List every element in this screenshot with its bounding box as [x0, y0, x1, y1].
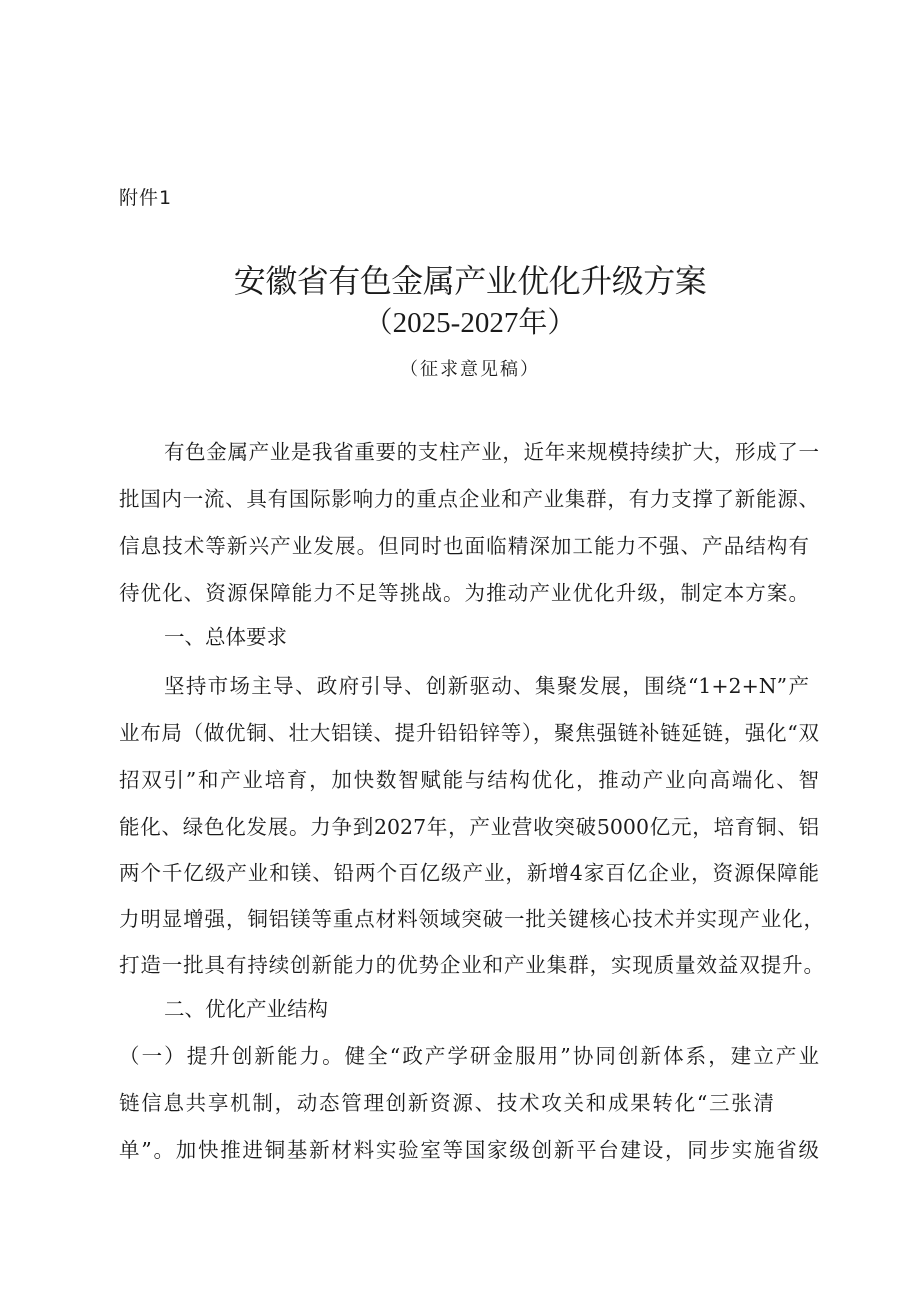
- paragraph-line: 打造一批具有持续创新能力的优势企业和产业集群，实现质量效益双提升。: [119, 953, 824, 977]
- section-heading: 一、总体要求: [164, 625, 287, 649]
- paragraph-line: 批国内一流、具有国际影响力的重点企业和产业集群，有力支撑了新能源、: [119, 487, 819, 511]
- document-title: 安徽省有色金属产业优化升级方案: [233, 262, 707, 300]
- paragraph-line: 能化、绿色化发展。力争到2027年，产业营收突破5000亿元，培育铜、铝: [119, 815, 819, 839]
- paragraph-line: 待优化、资源保障能力不足等挑战。为推动产业优化升级，制定本方案。: [119, 581, 809, 605]
- paragraph-line: 招双引”和产业培育，加快数智赋能与结构优化，推动产业向高端化、智: [119, 768, 819, 792]
- paragraph-line: 有色金属产业是我省重要的支柱产业，近年来规模持续扩大，形成了一: [164, 440, 819, 464]
- paragraph-line: 业布局（做优铜、壮大铝镁、提升铅铅锌等），聚焦强链补链延链，强化“双: [119, 721, 819, 745]
- section-heading: 二、优化产业结构: [164, 997, 328, 1021]
- document-years: （2025-2027年）: [363, 307, 577, 339]
- paragraph-line: （一）提升创新能力。健全“政产学研金服用”协同创新体系，建立产业: [119, 1044, 819, 1068]
- paragraph-line: 力明显增强，铜铝镁等重点材料领域突破一批关键核心技术并实现产业化，: [119, 907, 824, 931]
- attachment-label: 附件1: [119, 187, 173, 209]
- paragraph-line: 坚持市场主导、政府引导、创新驱动、集聚发展，围绕“1+2+N”产: [164, 674, 809, 698]
- paragraph-line: 两个千亿级产业和镁、铅两个百亿级产业，新增4家百亿企业，资源保障能: [119, 861, 819, 885]
- draft-notice: （征求意见稿）: [400, 359, 540, 380]
- paragraph-line: 链信息共享机制，动态管理创新资源、技术攻关和成果转化“三张清: [119, 1091, 774, 1115]
- paragraph-line: 信息技术等新兴产业发展。但同时也面临精深加工能力不强、产品结构有: [119, 534, 809, 558]
- paragraph-line: 单”。加快推进铜基新材料实验室等国家级创新平台建设，同步实施省级: [119, 1138, 819, 1162]
